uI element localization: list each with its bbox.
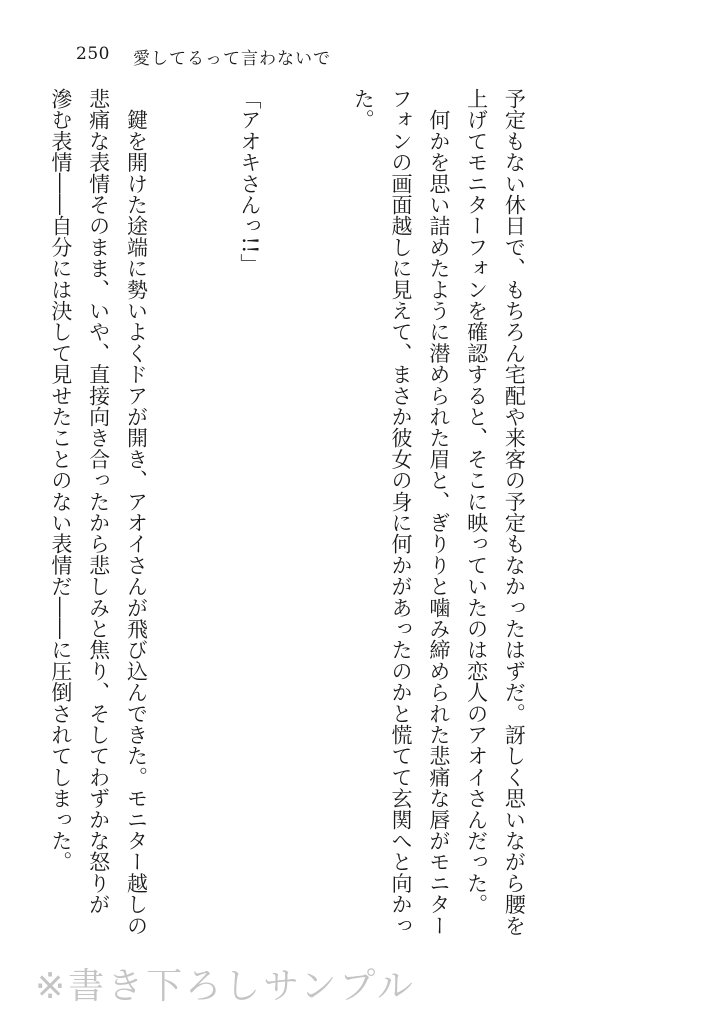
paragraph: 予定もない休日で、もちろん宅配や来客の予定もなかったはずだ。訝しく思いながら腰を 上げてモニターフォンを確認すると、そこに映っていたのは恋人のアオイさんだった。 何かを思い詰めたように潜められた眉と、ぎりりと噛み締められた悲痛な唇がモニター フォンの画面越しに見えて、まさか彼女の身に何かがあったのかと慌てて玄関へと向かっ た。 xyxy=(351,88,527,936)
page-number: 250 xyxy=(76,44,110,64)
body-text xyxy=(48,88,608,948)
paragraph: 鍵を開けた途端に勢いよくドアが開き、アオイさんが飛び込んできた。モニター越しの 悲痛な表情そのまま、いや、直接向き合ったから悲しみと焦り、そしてわずかな怒りが 滲む表情――自分には決して見せたことのない表情だ――に圧倒されてしまった。 xyxy=(48,88,149,936)
dialogue-line: 「アオキさんっ!!」 xyxy=(237,88,262,275)
sample-watermark: ※書き下ろしサンプル xyxy=(35,966,416,1007)
running-title: 愛してるって言わないで xyxy=(133,49,331,69)
